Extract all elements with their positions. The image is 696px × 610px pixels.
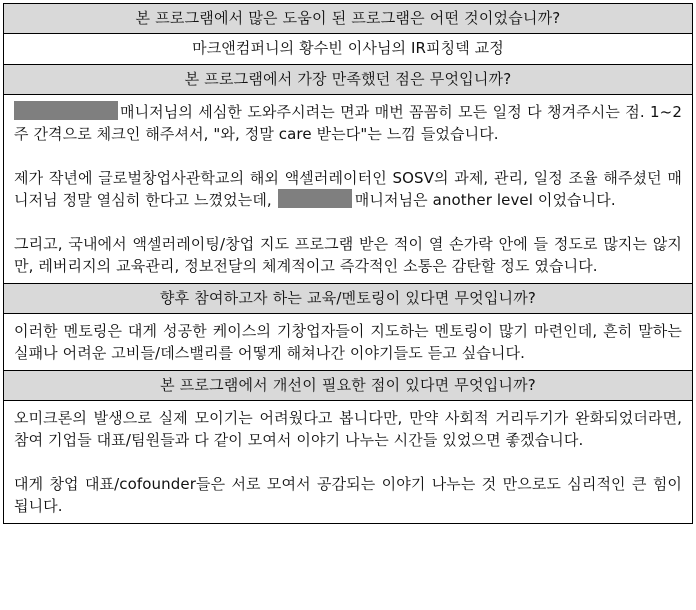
answer-2-text-2a: 제가 작년에 글로벌창업사관학교의 해외 액셀러레이터인 SOSV의 과제, 관리, 일정 조율 해주셨던 매니저님 정말 열심히 한다고 느꼈었는데, (14, 169, 682, 209)
answer-2-paragraph-3: 그리고, 국내에서 액셀러레이팅/창업 지도 프로그램 받은 적이 열 손가락 안에 들 정도로 많지는 않지만, 레버리지의 교육관리, 정보전달의 체계적이고 즉각적인 소통은 감탄할 정도 였습니다. (14, 235, 682, 275)
answer-3-paragraph-1: 이러한 멘토링은 대게 성공한 케이스의 기창업자들이 지도하는 멘토링이 많기 마련인데, 흔히 말하는 실패나 어려운 고비들/데스밸리를 어떻게 해쳐나간 이야기들도 듣고 싶습니다. (14, 322, 682, 362)
answer-2-text-1: 매니저님의 세심한 도와주시려는 면과 매번 꼼꼼히 모든 일정 다 챙겨주시는 점. 1~2주 간격으로 체크인 해주셔서, "와, 정말 care 받는다"는 느낌 들었습니다. (14, 103, 682, 143)
survey-table (3, 3, 693, 524)
answer-2-paragraph-2 (14, 167, 682, 211)
answer-4-paragraph-2: 대게 창업 대표/cofounder들은 서로 모여서 공감되는 이야기 나누는 것 만으로도 심리적인 큰 힘이 됩니다. (14, 475, 682, 515)
answer-4 (4, 401, 692, 523)
question-3: 향후 참여하고자 하는 교육/멘토링이 있다면 무엇입니까? (4, 284, 692, 314)
question-4: 본 프로그램에서 개선이 필요한 점이 있다면 무엇입니까? (4, 371, 692, 401)
answer-4-paragraph-1: 오미크론의 발생으로 실제 모이기는 어려웠다고 봅니다만, 만약 사회적 거리두기가 완화되었더라면, 참여 기업들 대표/팀원들과 다 같이 모여서 이야기 나누는 시간들 있었으면 좋겠습니다. (14, 409, 682, 449)
answer-3 (4, 314, 692, 371)
answer-1: 마크앤컴퍼니의 황수빈 이사님의 IR피칭덱 교정 (4, 34, 692, 65)
redaction-box (14, 101, 118, 120)
redaction-box (278, 189, 352, 208)
answer-2-text-2b: 매니저님은 another level 이었습니다. (354, 191, 616, 209)
answer-2-paragraph-1 (14, 101, 682, 145)
question-2: 본 프로그램에서 가장 만족했던 점은 무엇입니까? (4, 65, 692, 95)
answer-2 (4, 95, 692, 284)
question-1: 본 프로그램에서 많은 도움이 된 프로그램은 어떤 것이었습니까? (4, 4, 692, 34)
